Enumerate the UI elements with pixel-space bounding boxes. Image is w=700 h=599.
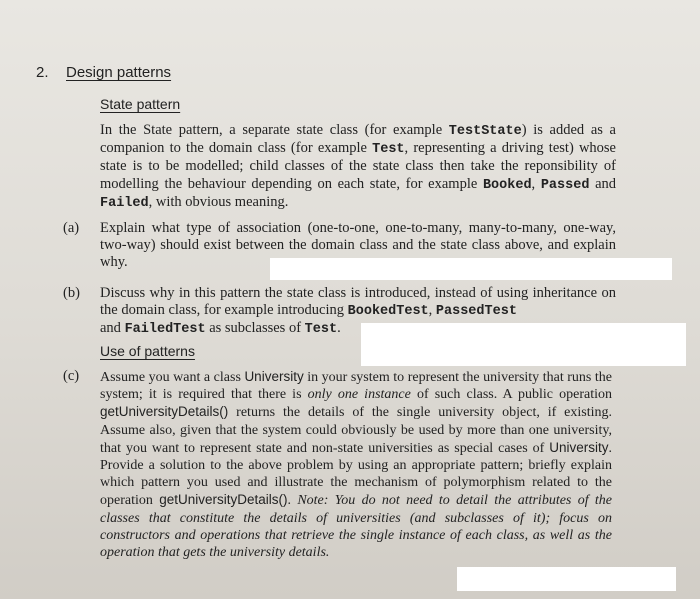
- text-run: ,: [531, 175, 541, 192]
- text-run: returns the details of the single university object, if existing. Assume also, given that the system could obviously be used by more than one university, that you want to represent state and non-state universities as special cases of: [100, 405, 612, 456]
- text-run: ) is added as a companion to the domain class (for example: [100, 122, 616, 157]
- text-run: , representing a driving test) whose state is to be modelled; child classes of the state class then take the reponsibility of modelling the behaviour depending on each state, for example: [100, 140, 616, 192]
- code-passed: Passed: [540, 177, 590, 193]
- text-run: of such class. A public operation: [410, 387, 612, 403]
- code-booked: Booked: [482, 177, 532, 193]
- operation-name: getUniversityDetails(): [100, 404, 229, 420]
- text-run: In the State pattern, a separate state class (for example: [100, 122, 449, 138]
- subheading-state-pattern: State pattern: [100, 96, 181, 112]
- code-failedtest: FailedTest: [124, 322, 206, 338]
- part-b-label: (b): [63, 285, 80, 301]
- part-a-text: Explain what type of association (one-to-one, one-to-many, many-to-many, one-way, two-way) should exist between the domain class and the state class above, and explain why.: [100, 220, 616, 271]
- redaction-box: [361, 323, 686, 366]
- redaction-box: [457, 567, 676, 591]
- class-name-university: University: [244, 369, 304, 384]
- section-heading: Design patterns: [66, 64, 172, 81]
- text-run: ,: [428, 302, 436, 319]
- code-teststate: TestState: [448, 124, 522, 139]
- text-run: Assume you want a class: [100, 370, 245, 385]
- redaction-box: [270, 258, 672, 280]
- code-passedtest: PassedTest: [435, 304, 517, 320]
- text-run: .: [337, 320, 341, 337]
- operation-name: getUniversityDetails(): [159, 492, 288, 508]
- code-test: Test: [372, 142, 405, 158]
- text-run: and: [100, 320, 125, 337]
- part-a-label: (a): [63, 220, 80, 236]
- code-failed: Failed: [100, 195, 149, 211]
- intro-paragraph: [100, 122, 616, 212]
- code-test: Test: [304, 322, 338, 338]
- subheading-use-of-patterns: Use of patterns: [100, 343, 195, 359]
- text-run: in your system to represent the university that runs the system; it is required that there is: [100, 370, 612, 403]
- emphasis-text: only one instance: [307, 387, 411, 403]
- text-run: .: [287, 493, 298, 509]
- text-run: Discuss why in this pattern the state class is introduced, instead of using inheritance on the domain class, for example introducing: [100, 285, 616, 319]
- part-c-text: [100, 368, 612, 561]
- class-name-university: University: [549, 439, 609, 455]
- text-run: , with obvious meaning.: [148, 193, 289, 210]
- code-bookedtest: BookedTest: [347, 304, 429, 320]
- text-run: and: [589, 175, 616, 192]
- part-c-label: (c): [63, 368, 80, 384]
- note-text: Note: You do not need to detail the attributes of the classes that constitute the details of universities (and subclasses of it); focus on constructors and operations that retrieve the single instance of each class, as well as the operation that gets the university details.: [100, 493, 613, 561]
- question-number: 2.: [36, 64, 49, 81]
- text-run: . Provide a solution to the above problem by using an appropriate pattern; briefly explain which pattern you used and illustrate the mechanism of polymorphism related to the operation: [100, 440, 612, 509]
- text-run: as subclasses of: [205, 320, 305, 337]
